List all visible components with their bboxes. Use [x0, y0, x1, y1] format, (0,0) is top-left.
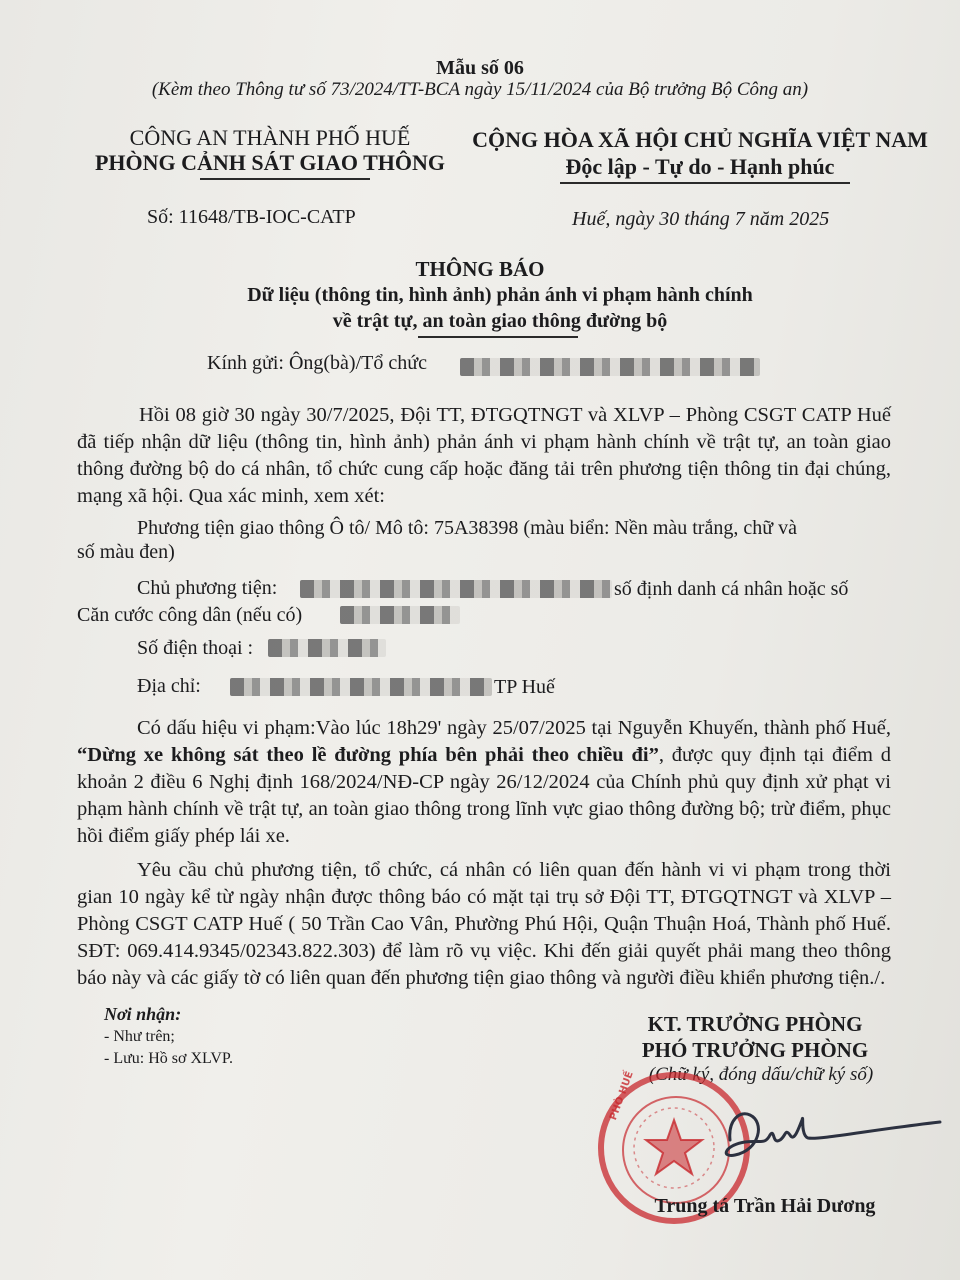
violation-description: “Dừng xe không sát theo lề đường phía bên phải theo chiều đi” — [77, 744, 659, 766]
violation-lead: Có dấu hiệu vi phạm:Vào lúc 18h29' ngày 25/07/2025 tại Nguyễn Khuyến, thành phố Huế, — [137, 717, 891, 739]
vehicle-line-1: Phương tiện giao thông Ô tô/ Mô tô: 75A38398 (màu biển: Nền màu trắng, chữ và — [137, 517, 797, 539]
stamp-text: PHÒ HUẾ — [608, 1070, 636, 1122]
place-date: Huế, ngày 30 tháng 7 năm 2025 — [572, 208, 830, 230]
handwritten-signature — [690, 1100, 950, 1180]
form-number: Mẫu số 06 — [436, 57, 524, 79]
phone-label: Số điện thoại : — [137, 637, 254, 659]
owner-label: Chủ phương tiện: — [137, 577, 278, 599]
redacted-address — [230, 678, 492, 696]
notice-subtitle-2: về trật tự, an toàn giao thông đường bộ — [332, 310, 668, 332]
redacted-phone — [268, 639, 386, 657]
paragraph-request: Yêu cầu chủ phương tiện, tổ chức, cá nhân có liên quan đến hành vi vi phạm trong thời gian 10 ngày kể từ ngày nhận được thông báo có mặt tại trụ sở Đội TT, ĐTGQTNGT và XLVP – Phòng CSGT CATP Huế ( 50 Trần Cao Vân, Phường Phú Hội, Quận Thuận Hoá, Thành phố Huế. SĐT: 069.414.9345/02343.822.303) để làm rõ vụ việc. Khi đến giải quyết phải mang theo thông báo này và các giấy tờ có liên quan đến phương tiện giao thông và người điều khiển phương tiện./. — [77, 859, 891, 989]
redacted-recipient — [460, 358, 760, 376]
signature-note: (Chữ ký, đóng dấu/chữ ký số) — [648, 1064, 874, 1085]
agency-underline — [200, 178, 370, 180]
form-reference: (Kèm theo Thông tư số 73/2024/TT-BCA ngày 15/11/2024 của Bộ trưởng Bộ Công an) — [151, 79, 809, 100]
agency-parent: CÔNG AN THÀNH PHỐ HUẾ — [129, 125, 411, 150]
recipient-label: Kính gửi: Ông(bà)/Tổ chức — [207, 352, 427, 374]
signer-name: Trung tá Trần Hải Dương — [654, 1195, 876, 1217]
nation-title: CỘNG HÒA XÃ HỘI CHỦ NGHĨA VIỆT NAM — [472, 127, 928, 152]
title-underline — [418, 336, 578, 338]
signature-line-2: PHÓ TRƯỞNG PHÒNG — [641, 1038, 869, 1062]
agency-name: PHÒNG CẢNH SÁT GIAO THÔNG — [94, 150, 445, 175]
recipient-item: - Như trên; — [104, 1028, 175, 1045]
paragraph-received: Hồi 08 giờ 30 ngày 30/7/2025, Đội TT, ĐTGQTNGT và XLVP – Phòng CSGT CATP Huế đã tiếp nhận dữ liệu (thông tin, hình ảnh) phản ánh vi phạm hành chính về trật tự, an toàn giao thông đường bộ do cá nhân, tổ chức cung cấp hoặc đăng tải trên phương tiện thông tin đại chúng, mạng xã hội. Qua xác minh, xem xét: — [77, 404, 891, 507]
signature-line-1: KT. TRƯỞNG PHÒNG — [647, 1012, 863, 1036]
recipient-item: - Lưu: Hồ sơ XLVP. — [104, 1050, 233, 1067]
notice-subtitle-1: Dữ liệu (thông tin, hình ảnh) phản ánh vi phạm hành chính — [247, 284, 753, 306]
violation-rest: , được quy định tại điểm d khoản 2 điều 6 Nghị định 168/2024/NĐ-CP ngày 26/12/2024 của Chính phủ quy định xử phạt vi phạm hành chính về trật tự, an toàn giao thông trong lĩnh vực giao thông đường bộ; trừ điểm, phục hồi điểm giấy phép lái xe. — [77, 744, 891, 847]
nation-motto: Độc lập - Tự do - Hạnh phúc — [565, 154, 835, 179]
doc-number: Số: 11648/TB-IOC-CATP — [147, 206, 356, 228]
owner-suffix: số định danh cá nhân hoặc số — [614, 578, 849, 600]
address-label: Địa chỉ: — [137, 675, 201, 697]
redacted-id — [340, 606, 460, 624]
notice-title: THÔNG BÁO — [415, 257, 545, 281]
paragraph-violation — [77, 715, 891, 850]
address-suffix: TP Huế — [494, 676, 555, 698]
recipients-label: Nơi nhận: — [104, 1004, 182, 1024]
redacted-owner — [300, 580, 612, 598]
id-label: Căn cước công dân (nếu có) — [77, 604, 303, 626]
vehicle-line-2: số màu đen) — [77, 541, 175, 563]
motto-underline — [560, 182, 850, 184]
